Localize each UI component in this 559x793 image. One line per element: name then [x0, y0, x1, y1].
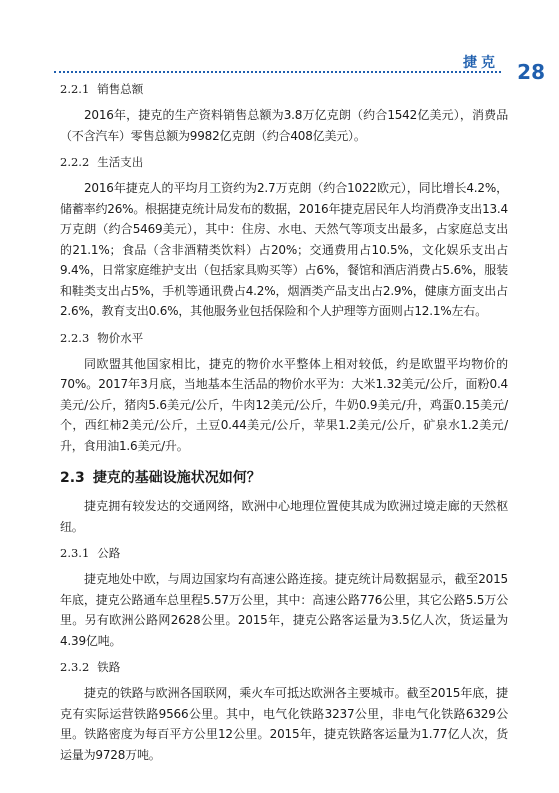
section-heading-infrastructure: 2.3 捷克的基础设施状况如何？ — [60, 470, 261, 486]
page-body — [60, 81, 508, 765]
paragraph-sales: 2016年，捷克的生产资料销售总额为3.8万亿克朗（约合1542亿美元），消费品（不含汽车）零售总额为9982亿克朗（约合408亿美元）。 — [60, 108, 508, 143]
subsection-heading-price-level: 2.2.3 物价水平 — [60, 330, 144, 345]
paragraph-railways: 捷克的铁路与欧洲各国联网，乘火车可抵达欧洲各主要城市。截至2015年底，捷克有实际运营铁路9566公里。其中，电气化铁路3237公里，非电气化铁路6329公里。铁路密度为每百平方公里12公里。2015年，捷克铁路客运量为1.77亿人次，货运量为9728万吨。 — [60, 686, 508, 762]
subsection-heading-living-expenses: 2.2.2 生活支出 — [60, 155, 144, 169]
header-divider — [54, 71, 501, 73]
paragraph-price-level: 同欧盟其他国家相比，捷克的物价水平整体上相对较低，约是欧盟平均物价的70%。2017年3月底，当地基本生活品的物价水平为：大米1.32美元/公斤，面粉0.4美元/公斤，猪肉5.6美元/公斤，牛肉12美元/公斤，牛奶0.9美元/升，鸡蛋0.15美元/个，西红柿2美元/公斤，土豆0.44美元/公斤，苹果1.2美元/公斤，矿泉水1.2美元/升，食用油1.6美元/升。 — [60, 356, 508, 453]
subsection-heading-sales: 2.2.1 销售总额 — [60, 82, 144, 96]
paragraph-infrastructure-intro: 捷克拥有较发达的交通网络，欧洲中心地理位置使其成为欧洲过境走廊的天然枢纽。 — [60, 499, 508, 534]
subsection-heading-railways: 2.3.2 铁路 — [60, 660, 121, 674]
page-number: 28 — [517, 60, 545, 84]
subsection-heading-roads: 2.3.1 公路 — [60, 546, 121, 560]
paragraph-living-expenses: 2016年捷克人的平均月工资约为2.7万克朗（约合1022欧元），同比增长4.2%，储蓄率约26%。根据捷克统计局发布的数据，2016年捷克居民年人均消费净支出13.4万克朗（约合5469美元），其中：住房、水电、天然气等项支出最多，占家庭总支出的21.1%；食品（含非酒精类饮料）占20%；交通费用占10.5%，文化娱乐支出占9.4%，日常家庭维护支出（包括家具购买等）占6%，餐馆和酒店消费占5.6%，服装和鞋类支出占5%，手机等通讯费占4.2%，烟酒类产品支出占2.9%，健康方面支出占2.6%，教育支出0.6%，其他服务业包括保险和个人护理等方面则占12.1%左右。 — [60, 181, 508, 318]
running-header-country: 捷克 — [463, 55, 499, 71]
paragraph-roads: 捷克地处中欧，与周边国家均有高速公路连接。捷克统计局数据显示，截至2015年底，捷克公路通车总里程5.57万公里，其中：高速公路776公里，其它公路5.5万公里。另有欧洲公路网2628公里。2015年，捷克公路客运量为3.5亿人次，货运量为4.39亿吨。 — [60, 572, 508, 648]
